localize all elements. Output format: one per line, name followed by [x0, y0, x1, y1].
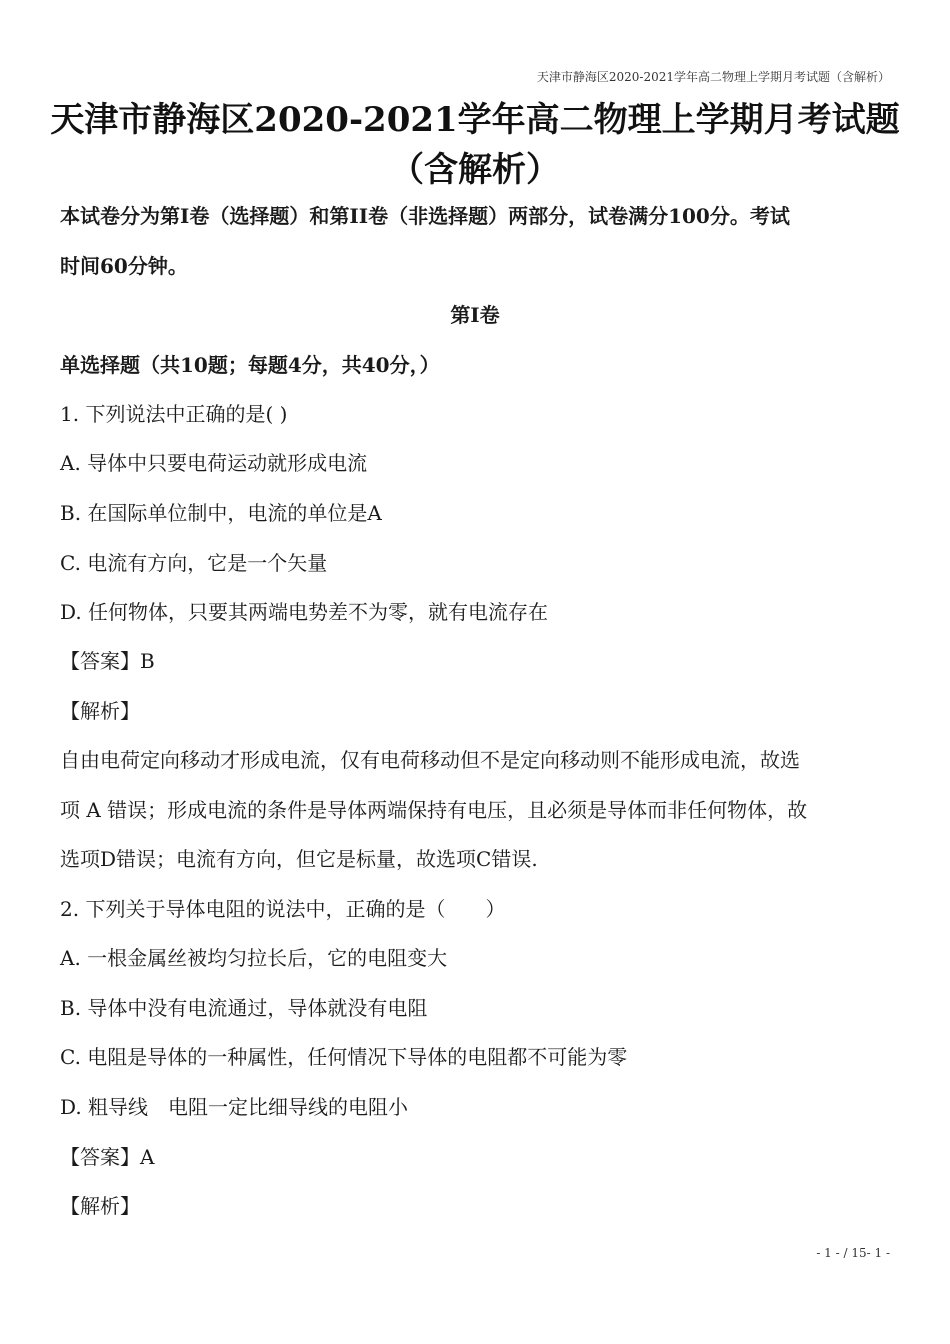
intro-line-1: 本试卷分为第I卷（选择题）和第II卷（非选择题）两部分，试卷满分100分。考试 [60, 204, 790, 228]
q2-answer: 【答案】A [60, 1145, 155, 1169]
q2-option-b: B. 导体中没有电流通过，导体就没有电阻 [60, 996, 428, 1020]
q1-analysis-line-1: 自由电荷定向移动才形成电流，仅有电荷移动但不是定向移动则不能形成电流，故选 [60, 748, 800, 772]
document-title: 天津市静海区2020-2021学年高二物理上学期月考试题 [50, 100, 900, 140]
q2-analysis-label: 【解析】 [60, 1194, 140, 1218]
q2-option-c: C. 电阻是导体的一种属性，任何情况下导体的电阻都不可能为零 [60, 1045, 628, 1069]
q1-option-c: C. 电流有方向，它是一个矢量 [60, 551, 328, 575]
q1-option-a: A. 导体中只要电荷运动就形成电流 [60, 451, 368, 475]
section-subheading: 单选择题（共10题；每题4分，共40分，） [60, 353, 440, 377]
section-heading: 第I卷 [450, 303, 500, 327]
q1-analysis-label: 【解析】 [60, 699, 140, 723]
q1-analysis-line-3: 选项D错误；电流有方向，但它是标量，故选项C错误. [60, 847, 538, 871]
q1-option-d: D. 任何物体，只要其两端电势差不为零，就有电流存在 [60, 600, 549, 624]
q1-analysis-line-2: 项 A 错误；形成电流的条件是导体两端保持有电压，且必须是导体而非任何物体，故 [60, 798, 808, 822]
page-number: - 1 - / 15- 1 - [816, 1246, 890, 1260]
intro-line-2: 时间60分钟。 [60, 254, 188, 278]
q2-stem: 2. 下列关于导体电阻的说法中，正确的是（ ） [60, 897, 506, 921]
running-header: 天津市静海区2020-2021学年高二物理上学期月考试题（含解析） [536, 70, 890, 84]
q2-option-d: D. 粗导线 电阻一定比细导线的电阻小 [60, 1095, 409, 1119]
document-title-suffix: （含解析） [390, 150, 560, 190]
q2-option-a: A. 一根金属丝被均匀拉长后，它的电阻变大 [60, 946, 448, 970]
q1-option-b: B. 在国际单位制中，电流的单位是A [60, 501, 382, 525]
q1-answer: 【答案】B [60, 649, 155, 673]
q1-stem: 1. 下列说法中正确的是( ) [60, 402, 288, 426]
